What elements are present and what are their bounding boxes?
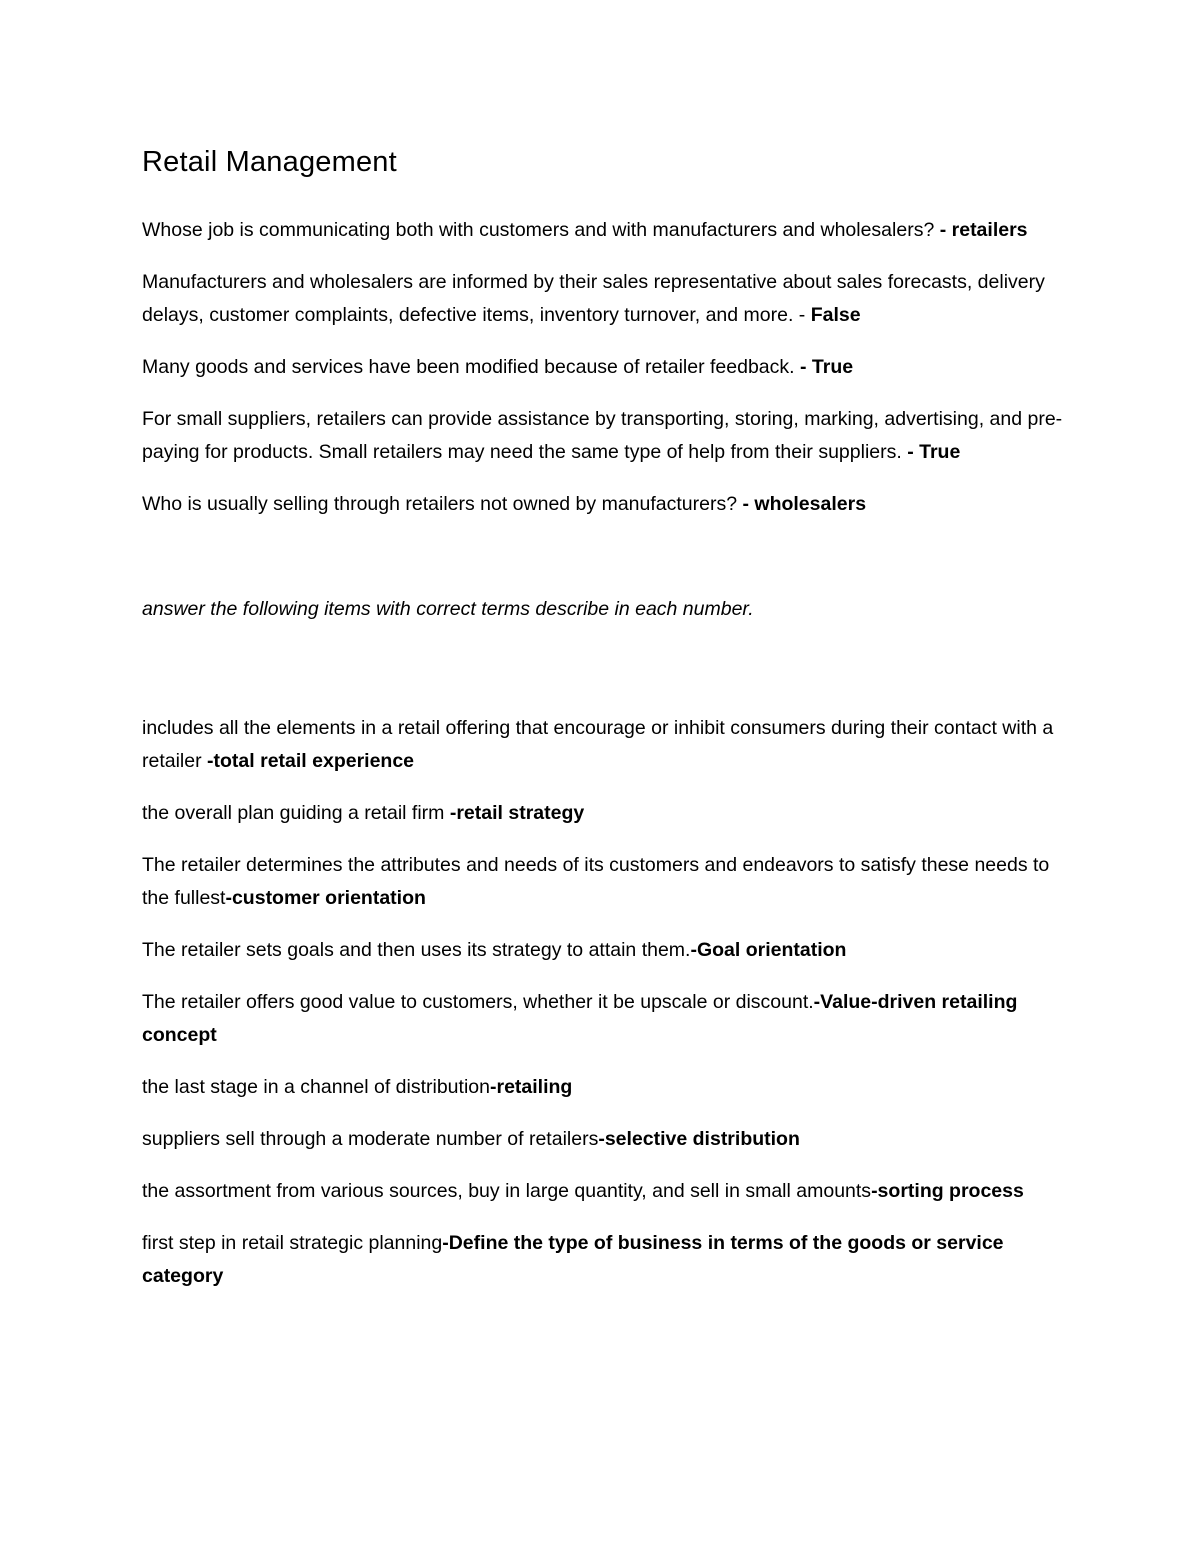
definition-text: the overall plan guiding a retail firm (142, 802, 450, 824)
answer-text: - True (907, 441, 961, 463)
qa-item (142, 351, 1072, 384)
question-text: Whose job is communicating both with customers and with manufacturers and wholesalers? (142, 219, 940, 241)
definition-text: The retailer offers good value to customers, whether it be upscale or discount. (142, 991, 814, 1013)
definition-text: The retailer determines the attributes and needs of its customers and endeavors to satisfy these needs to the fullest (142, 854, 1050, 909)
term-item (142, 849, 1072, 915)
term-answer: -sorting process (871, 1180, 1024, 1202)
term-answer: -total retail experience (207, 750, 415, 772)
term-item (142, 986, 1072, 1052)
question-text: Who is usually selling through retailers not owned by manufacturers? (142, 493, 743, 515)
qa-item (142, 488, 1072, 521)
term-item (142, 934, 1072, 967)
qa-item (142, 214, 1072, 247)
question-text: Manufacturers and wholesalers are informed by their sales representative about sales forecasts, delivery delays, customer complaints, defective items, inventory turnover, and more. - (142, 271, 1045, 326)
term-answer: -Define the type of business in terms of the goods or service category (142, 1232, 1004, 1287)
term-answer: -retail strategy (449, 802, 585, 824)
term-answer: -customer orientation (225, 887, 426, 909)
term-item (142, 1175, 1072, 1208)
definition-text: the assortment from various sources, buy in large quantity, and sell in small amounts (142, 1180, 872, 1202)
definition-text: suppliers sell through a moderate number of retailers (142, 1128, 599, 1150)
instruction-text: answer the following items with correct terms describe in each number. (142, 598, 754, 620)
term-answer: -Goal orientation (690, 939, 847, 961)
qa-item (142, 266, 1072, 332)
definition-text: the last stage in a channel of distribution (142, 1076, 490, 1098)
term-answer: -Value-driven retailing concept (142, 991, 1018, 1046)
document-page (142, 140, 1072, 1312)
term-item (142, 712, 1072, 778)
definition-text: includes all the elements in a retail offering that encourage or inhibit consumers during their contact with a retailer (142, 717, 1054, 772)
qa-item (142, 403, 1072, 469)
question-text: Many goods and services have been modified because of retailer feedback. (142, 356, 800, 378)
definition-text: The retailer sets goals and then uses its strategy to attain them. (142, 939, 691, 961)
question-text: For small suppliers, retailers can provide assistance by transporting, storing, marking, advertising, and pre-paying for products. Small retailers may need the same type of help from their suppliers. (142, 408, 1063, 463)
answer-text: - wholesalers (742, 493, 867, 515)
term-item (142, 1071, 1072, 1104)
answer-text: - True (799, 356, 854, 378)
answer-text: False (810, 304, 861, 326)
term-answer: -retailing (489, 1076, 573, 1098)
definition-text: first step in retail strategic planning (142, 1232, 443, 1254)
answer-text: - retailers (939, 219, 1028, 241)
document-title: Retail Management (142, 146, 397, 178)
term-answer: -selective distribution (598, 1128, 800, 1150)
term-item (142, 797, 1072, 830)
term-item (142, 1123, 1072, 1156)
term-item (142, 1227, 1072, 1293)
